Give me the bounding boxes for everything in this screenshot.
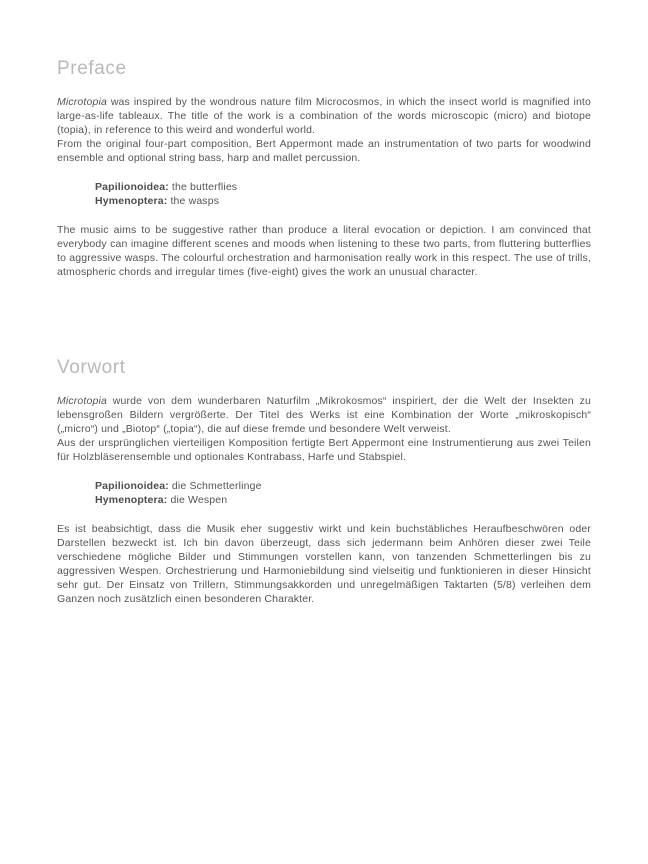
- preface-term-list: [95, 180, 591, 208]
- term-description: die Wespen: [167, 494, 228, 506]
- preface-section: [57, 58, 591, 279]
- term-line: [95, 180, 591, 194]
- term-description: the wasps: [167, 195, 220, 207]
- term-line: [95, 479, 591, 493]
- vorwort-heading: Vorwort: [57, 357, 126, 378]
- vorwort-intro-paragraph: [57, 394, 591, 464]
- vorwort-intro-text: wurde von dem wunderbaren Naturfilm „Mikrokosmos“ inspiriert, der die Welt der Insekten zu lebensgroßen Bildern vergrößerte. Der Titel des Werks ist eine Kombination der Worte „mikroskopisch“ („micro“) und „Biotop“ („topia“), die auf diese fremde und besondere Welt verweist.: [57, 395, 591, 435]
- preface-closing-paragraph: The music aims to be suggestive rather than produce a literal evocation or depiction. I am convinced that everybody can imagine different scenes and moods when listening to these two parts, from fluttering butterflies to aggressive wasps. The colourful orchestration and harmonisation really work in this respect. The use of trills, atmospheric chords and irregular times (five-eight) gives the work an unusual character.: [57, 224, 591, 278]
- term-line: [95, 194, 591, 208]
- term-name: Hymenoptera:: [95, 494, 168, 506]
- term-name: Papilionoidea:: [95, 181, 169, 193]
- term-description: the butterflies: [168, 181, 238, 193]
- vorwort-section: [57, 357, 591, 606]
- vorwort-intro-line2: Aus der ursprünglichen vierteiligen Komposition fertigte Bert Appermont eine Instrumentierung aus zwei Teilen für Holzbläserensemble und optionales Kontrabass, Harfe und Stabspiel.: [57, 437, 591, 463]
- term-name: Hymenoptera:: [95, 195, 168, 207]
- term-line: [95, 493, 591, 507]
- work-title-italic: Microtopia: [57, 395, 107, 407]
- preface-intro-paragraph: [57, 95, 591, 165]
- vorwort-closing-paragraph: Es ist beabsichtigt, dass die Musik eher suggestiv wirkt und kein buchstäbliches Heraufbeschwören oder Darstellen bezweckt ist. Ich bin davon überzeugt, dass sich jedermann beim Anhören dieser zwei Teile verschiedene mögliche Bilder und Stimmungen vorstellen kann, von tanzenden Schmetterlingen bis zu aggressiven Wespen. Orchestrierung und Harmoniebildung sind vielseitig und funktionieren in dieser Hinsicht sehr gut. Der Einsatz von Trillern, Stimmungsakkorden und unregelmäßigen Taktarten (5/8) verleihen dem Ganzen noch zusätzlich einen besonderen Charakter.: [57, 523, 591, 605]
- preface-intro-text: was inspired by the wondrous nature film Microcosmos, in which the insect world is magnified into large-as-life tableaux. The title of the work is a combination of the words microscopic (micro) and biotope (topia), in reference to this weird and wonderful world.: [57, 96, 591, 136]
- preface-heading: Preface: [57, 58, 127, 79]
- work-title-italic: Microtopia: [57, 96, 107, 108]
- term-description: die Schmetterlinge: [168, 480, 262, 492]
- term-name: Papilionoidea:: [95, 480, 169, 492]
- vorwort-term-list: [95, 479, 591, 507]
- preface-intro-line2: From the original four-part composition, Bert Appermont made an instrumentation of two parts for woodwind ensemble and optional string bass, harp and mallet percussion.: [57, 138, 591, 164]
